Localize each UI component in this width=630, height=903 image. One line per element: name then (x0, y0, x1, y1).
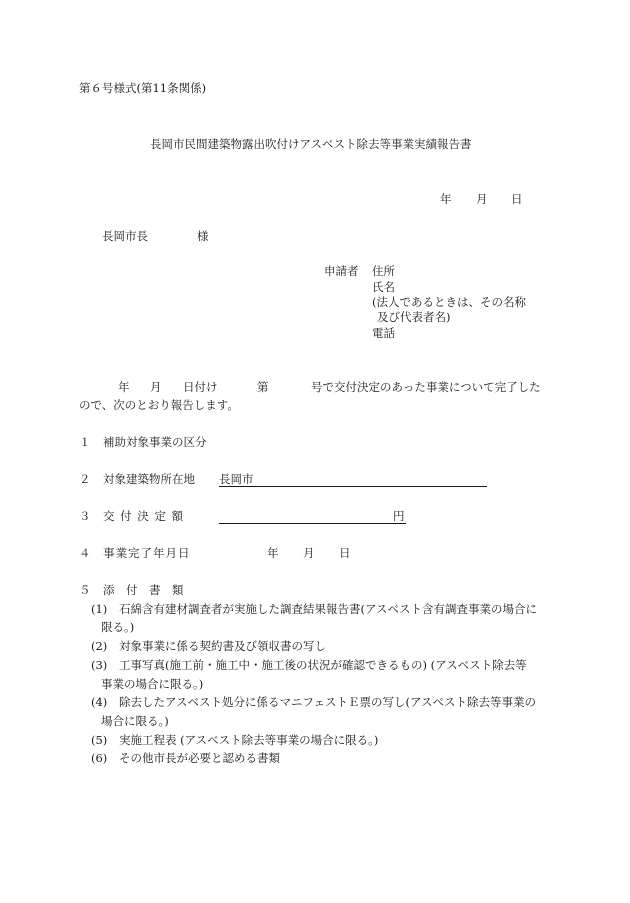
attachment-3-line2: 事業の場合に限る。) (101, 677, 204, 691)
applicant-name-label: 氏名 (372, 280, 395, 294)
item2-number: ２ (79, 472, 91, 486)
date-day: 日 (511, 192, 523, 206)
attachment-4-line2: 場合に限る。) (101, 714, 169, 728)
attachment-5-number: (5) (91, 733, 108, 747)
attachment-3-line1: 工事写真(施工前・施工中・施工後の状況が確認できるもの) (アスベスト除去等 (119, 658, 527, 672)
item2-value: 長岡市 (219, 472, 254, 486)
item4-year: 年 (267, 546, 279, 560)
addressee-name: 長岡市長 (102, 229, 148, 243)
attachment-1-line2: 限る。) (101, 620, 135, 634)
applicant-address-label: 住所 (372, 264, 395, 278)
item3-unit: 円 (393, 509, 405, 523)
item3-number: ３ (79, 509, 91, 523)
item3-label: 交 付 決 定 額 (103, 509, 185, 523)
attachment-4-number: (4) (91, 695, 108, 709)
intro-month: 月 (150, 380, 162, 394)
document-title: 長岡市民間建築物露出吹付けアスベスト除去等事業実績報告書 (150, 137, 472, 151)
applicant-phone-label: 電話 (372, 326, 395, 340)
date-year: 年 (440, 192, 452, 206)
applicant-label: 申請者 (324, 264, 359, 278)
applicant-note-line2: 及び代表者名) (377, 310, 451, 324)
attachment-1-line1: 石綿含有建材調査者が実施した調査結果報告書(アスベスト含有調査事業の場合に (119, 602, 538, 616)
item4-label: 事業完了年月日 (103, 546, 191, 560)
item4-month: 月 (303, 546, 315, 560)
applicant-note-line1: (法人であるときは、その名称 (372, 295, 526, 309)
attachment-5-line1: 実施工程表 (アスベスト除去等事業の場合に限る。) (119, 733, 379, 747)
attachment-6-line1: その他市長が必要と認める書類 (119, 751, 280, 765)
form-number: 第６号様式(第11条関係) (79, 81, 207, 95)
item1-number: １ (79, 435, 91, 449)
attachment-3-number: (3) (91, 658, 108, 672)
item1-label: 補助対象事業の区分 (103, 435, 207, 449)
intro-text-line2: ので、次のとおり報告します。 (79, 398, 239, 412)
attachment-6-number: (6) (91, 751, 108, 765)
item2-underline (219, 486, 487, 487)
date-month: 月 (476, 192, 488, 206)
item5-number: ５ (79, 583, 91, 597)
attachment-1-number: (1) (91, 602, 108, 616)
attachment-4-line1: 除去したアスベスト処分に係るマニフェストＥ票の写し(アスベスト除去等事業の (119, 695, 536, 709)
item4-day: 日 (339, 546, 351, 560)
intro-text-line1: 号で交付決定のあった事業について完了した (311, 380, 541, 394)
intro-dai: 第 (257, 380, 269, 394)
addressee-honorific: 様 (197, 229, 209, 243)
intro-year: 年 (118, 380, 130, 394)
intro-day-suffix: 日付け (183, 380, 218, 394)
item5-label: 添 付 書 類 (103, 583, 184, 597)
attachment-2-line1: 対象事業に係る契約書及び領収書の写し (119, 639, 326, 653)
attachment-2-number: (2) (91, 639, 108, 653)
item2-label: 対象建築物所在地 (103, 472, 195, 486)
item4-number: ４ (79, 546, 91, 560)
item3-underline (219, 523, 406, 524)
